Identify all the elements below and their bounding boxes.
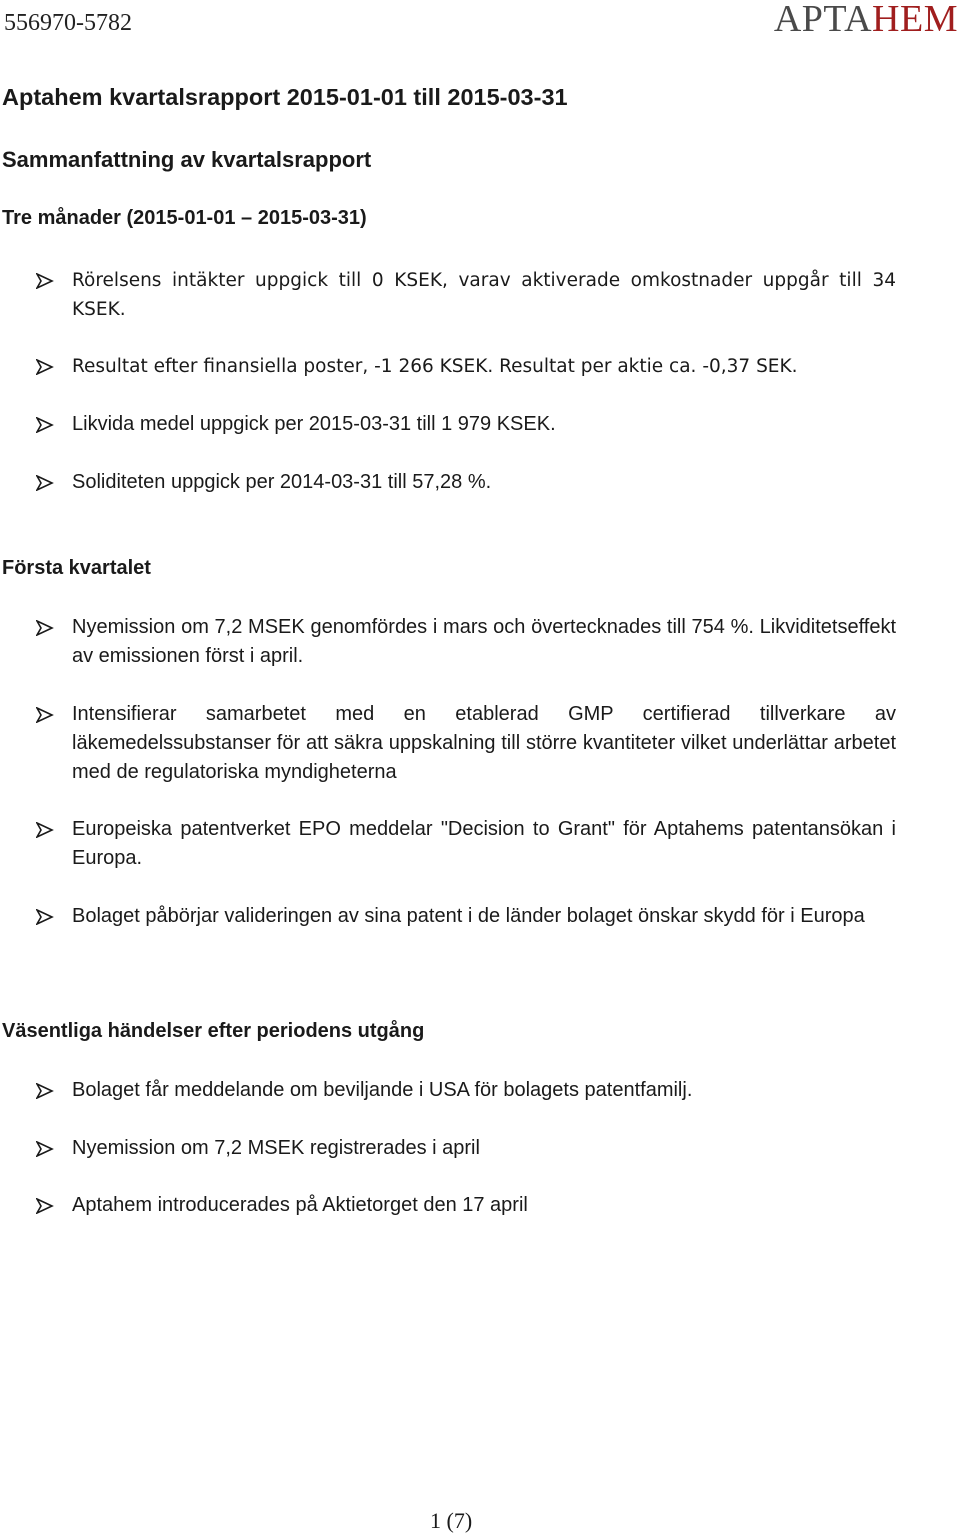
summary-bullet [36, 410, 896, 439]
bullet-text: Rörelsens intäkter uppgick till 0 KSEK, varav aktiverade omkostnader uppgår till 34 KSEK. [72, 270, 896, 320]
arrow-bullet-icon [36, 417, 54, 433]
logo-text-part2: HEM [872, 0, 958, 40]
bullet-text: Intensifierar samarbetet med en etablerad GMP certifierad tillverkare av läkemedelssubstanser för att säkra uppskalning till större kvantiteter vilket underlättar arbetet med de regulatoriska myndigheterna [72, 703, 896, 783]
bullet-text: Bolaget påbörjar valideringen av sina patent i de länder bolaget önskar skydd för i Europa [72, 905, 865, 927]
arrow-bullet-icon [36, 475, 54, 491]
arrow-bullet-icon [36, 1083, 54, 1099]
first-quarter-bullet [36, 700, 896, 787]
bullet-text: Nyemission om 7,2 MSEK genomfördes i mars och övertecknades till 754 %. Likviditetseffekt av emissionen först i april. [72, 616, 896, 667]
page-number: 1 (7) [430, 1508, 473, 1533]
after-period-bullet [36, 1191, 896, 1220]
report-title: Aptahem kvartalsrapport 2015-01-01 till 2015-03-31 [2, 84, 568, 110]
arrow-bullet-icon [36, 1141, 54, 1157]
arrow-bullet-icon [36, 707, 54, 723]
bullet-text: Nyemission om 7,2 MSEK registrerades i april [72, 1137, 480, 1159]
logo-text-part1: APTA [773, 0, 873, 40]
arrow-bullet-icon [36, 273, 54, 289]
period-heading: Tre månader (2015-01-01 – 2015-03-31) [2, 207, 367, 229]
company-logo [774, 0, 958, 38]
first-quarter-bullet [36, 902, 896, 931]
arrow-bullet-icon [36, 359, 54, 375]
bullet-text: Aptahem introducerades på Aktietorget den 17 april [72, 1194, 528, 1216]
org-number: 556970-5782 [4, 10, 132, 36]
bullet-text: Likvida medel uppgick per 2015-03-31 till 1 979 KSEK. [72, 413, 556, 435]
summary-bullet [36, 468, 896, 497]
bullet-text: Bolaget får meddelande om beviljande i USA för bolagets patentfamilj. [72, 1079, 693, 1101]
bullet-text: Soliditeten uppgick per 2014-03-31 till 57,28 %. [72, 471, 492, 493]
summary-bullet [36, 352, 896, 381]
after-period-heading: Väsentliga händelser efter periodens utgång [2, 1020, 425, 1042]
bullet-text: Resultat efter finansiella poster, -1 266 KSEK. Resultat per aktie ca. -0,37 SEK. [72, 356, 798, 377]
arrow-bullet-icon [36, 822, 54, 838]
summary-heading: Sammanfattning av kvartalsrapport [2, 147, 372, 172]
arrow-bullet-icon [36, 1198, 54, 1214]
summary-bullet [36, 266, 896, 324]
first-quarter-bullet [36, 613, 896, 671]
arrow-bullet-icon [36, 620, 54, 636]
first-quarter-bullet [36, 815, 896, 873]
first-quarter-heading: Första kvartalet [2, 557, 151, 579]
bullet-text: Europeiska patentverket EPO meddelar "Decision to Grant" för Aptahems patentansökan i Europa. [72, 818, 896, 869]
after-period-bullet [36, 1076, 896, 1105]
arrow-bullet-icon [36, 909, 54, 925]
after-period-bullet [36, 1134, 896, 1163]
